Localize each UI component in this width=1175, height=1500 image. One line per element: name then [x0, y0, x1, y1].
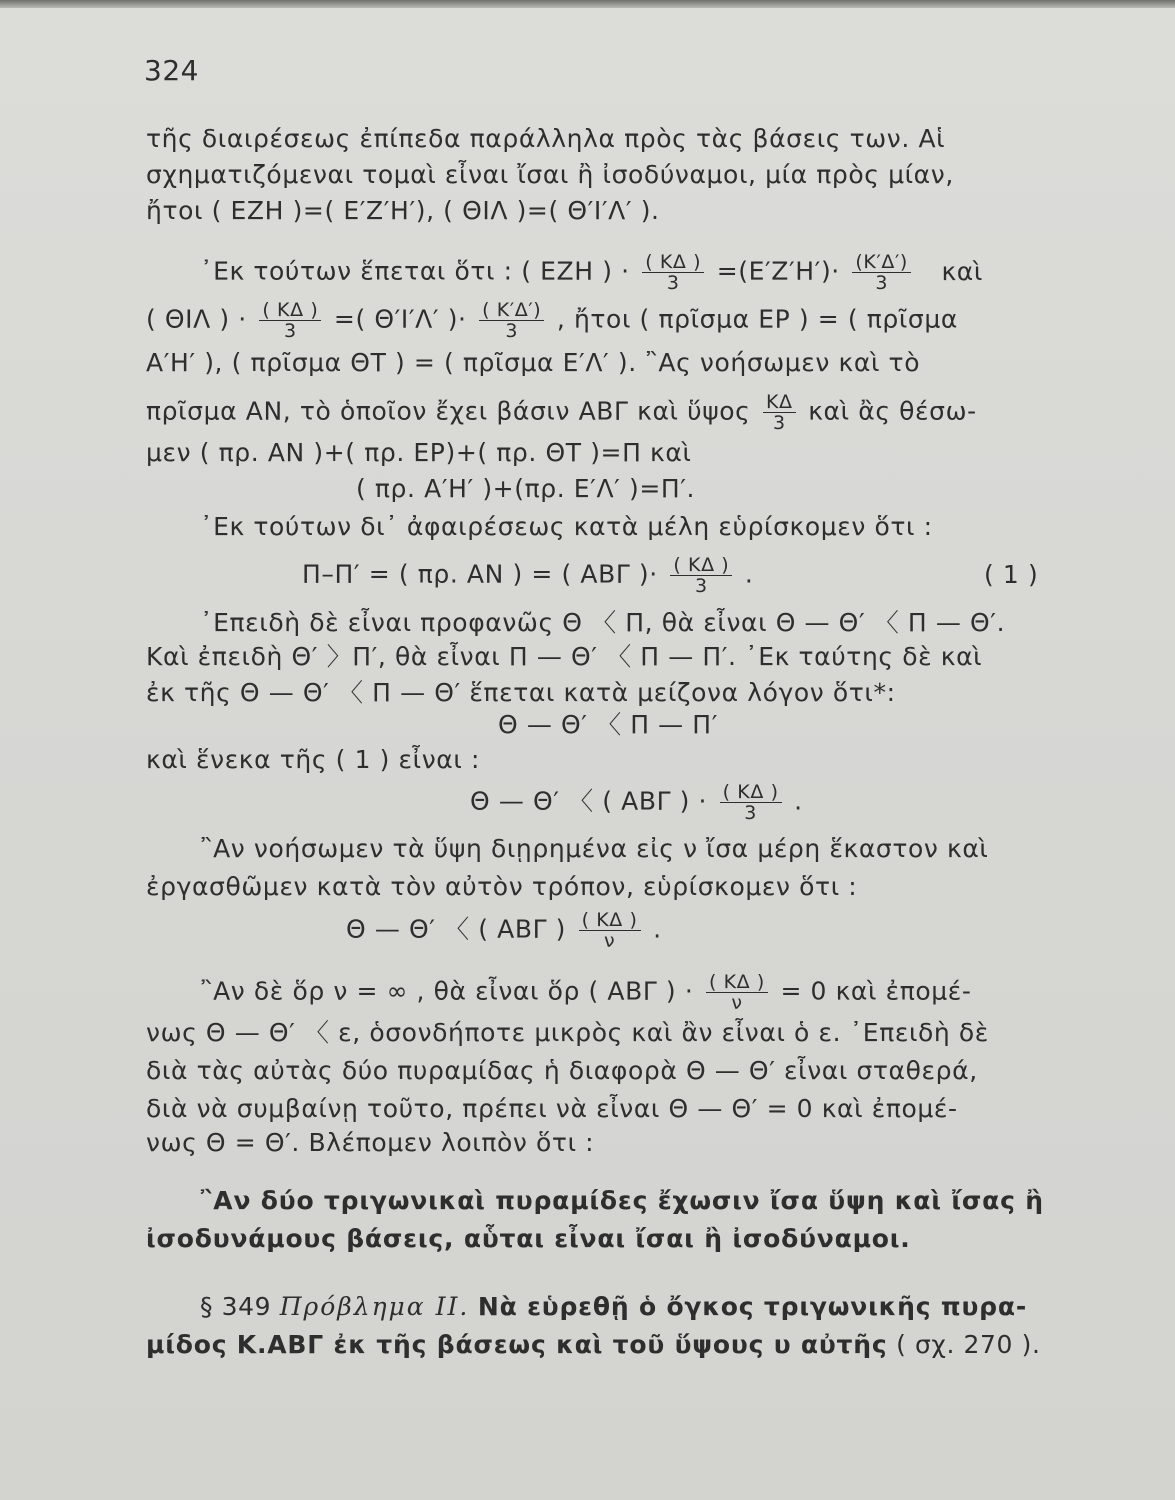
text-line: ( πρ. Α′Η′ )+(πρ. Ε′Λ′ )=Π′.	[356, 474, 696, 503]
theorem-line: ῍Αν δύο τριγωνικαὶ πυραμίδες ἔχωσιν ἴσα ὕψη καὶ ἴσας ἢ	[200, 1186, 1044, 1215]
equation: Θ — Θ′ 〈 Π — Π′	[498, 710, 718, 739]
text-line: ῍Αν δὲ ὅρ ν = ∞ , θὰ εἶναι ὅρ ( ΑΒΓ ) · $\frac{( K\Delta )}{\nu}$ = 0 καὶ ἐπομέ-	[200, 971, 972, 1014]
problem-heading: μίδος Κ.ΑΒΓ ἐκ τῆς βάσεως καὶ τοῦ ὕψους υ αὐτῆς ( σχ. 270 ).	[146, 1330, 1041, 1359]
equation: Θ — Θ′ 〈 ( ΑΒΓ ) $\frac{( K\Delta )}{\nu}$ .	[346, 909, 662, 952]
theorem-line: ἰσοδυνάμους βάσεις, αὗται εἶναι ἴσαι ἢ ἰσοδύναμοι.	[146, 1224, 911, 1253]
fraction: $\frac{(K'\Delta')}{3}$	[852, 252, 911, 293]
text-line: νως Θ — Θ′ 〈 ε, ὁσονδήποτε μικρὸς καὶ ἂν εἶναι ὁ ε. ᾿Επειδὴ δὲ	[146, 1018, 989, 1047]
text-line: ᾿Εκ τούτων δι᾿ ἀφαιρέσεως κατὰ μέλη εὑρίσκομεν ὅτι :	[200, 512, 933, 541]
fraction: $\frac{( K\Delta )}{3}$	[670, 555, 732, 596]
problem-title: Πρόβλημα ΙΙ.	[279, 1292, 470, 1321]
text-line: ἤτοι ( ΕΖΗ )=( Ε′Ζ′Η′), ( ΘΙΛ )=( Θ′Ι′Λ′ ).	[146, 196, 660, 225]
text-line: ᾿Εκ τούτων ἕπεται ὅτι : ( ΕΖΗ ) · $\frac{( K\Delta )}{3}$ =(Ε′Ζ′Η′)· $\frac{(K'\Delta')}{3}$ καὶ	[200, 251, 983, 294]
figure-reference: ( σχ. 270 ).	[896, 1330, 1041, 1359]
fraction: $\frac{( K\Delta )}{\nu}$	[579, 910, 641, 951]
fraction: $\frac{( K\Delta )}{3}$	[259, 300, 321, 341]
fraction: $\frac{( K'\Delta')}{3}$	[479, 300, 544, 341]
text-line: Α′Η′ ), ( πρῖσμα ΘΤ ) = ( πρῖσμα Ε′Λ′ ). ῍Ας νοήσωμεν καὶ τὸ	[146, 348, 921, 377]
equation: Π–Π′ = ( πρ. ΑΝ ) = ( ΑΒΓ )· $\frac{( K\Delta )}{3}$ .	[302, 554, 754, 597]
equation: Θ — Θ′ 〈 ( ΑΒΓ ) · $\frac{( K\Delta )}{3}$ .	[470, 781, 803, 824]
fraction: $\frac{( K\Delta )}{3}$	[642, 252, 704, 293]
text-line: καὶ ἕνεκα τῆς ( 1 ) εἶναι :	[146, 745, 480, 774]
text-line: μεν ( πρ. ΑΝ )+( πρ. ΕΡ)+( πρ. ΘΤ )=Π καὶ	[146, 438, 692, 467]
fraction: $\frac{( K\Delta )}{\nu}$	[706, 972, 768, 1013]
text-line: σχηματιζόμεναι τομαὶ εἶναι ἴσαι ἢ ἰσοδύναμοι, μία πρὸς μίαν,	[146, 160, 954, 189]
fraction: $\frac{( K\Delta )}{3}$	[720, 782, 782, 823]
text-line: ῍Αν νοήσωμεν τὰ ὕψη διῃρημένα εἰς ν ἴσα μέρη ἕκαστον καὶ	[200, 834, 989, 863]
text-line: διὰ τὰς αὐτὰς δύο πυραμίδας ἡ διαφορὰ Θ — Θ′ εἶναι σταθερά,	[146, 1056, 978, 1085]
text-line: ᾿Επειδὴ δὲ εἶναι προφανῶς Θ 〈 Π, θὰ εἶναι Θ — Θ′ 〈 Π — Θ′.	[200, 608, 1006, 637]
scan-edge	[0, 0, 1175, 8]
text-line: νως Θ = Θ′. Βλέπομεν λοιπὸν ὅτι :	[146, 1128, 595, 1157]
problem-heading: § 349 Πρόβλημα ΙΙ. Νὰ εὑρεθῇ ὁ ὄγκος τριγωνικῆς πυρα-	[200, 1292, 1028, 1321]
text-line: διὰ νὰ συμβαίνῃ τοῦτο, πρέπει νὰ εἶναι Θ — Θ′ = 0 καὶ ἐπομέ-	[146, 1094, 958, 1123]
text-line: ( ΘΙΛ ) · $\frac{( K\Delta )}{3}$ =( Θ′Ι′Λ′ )· $\frac{( K'\Delta')}{3}$ , ἤτοι ( πρῖσμα ΕΡ ) = ( πρῖσμα	[146, 299, 958, 342]
fraction: $\frac{K\Delta}{3}$	[763, 392, 796, 433]
text-line: ἐργασθῶμεν κατὰ τὸν αὐτὸν τρόπον, εὑρίσκομεν ὅτι :	[146, 872, 858, 901]
text-line: τῆς διαιρέσεως ἐπίπεδα παράλληλα πρὸς τὰς βάσεις των. Αἱ	[146, 124, 946, 153]
text-line: ἐκ τῆς Θ — Θ′ 〈 Π — Θ′ ἕπεται κατὰ μείζονα λόγον ὅτι*:	[146, 678, 896, 707]
text-line: Καὶ ἐπειδὴ Θ′ 〉Π′, θὰ εἶναι Π — Θ′ 〈 Π — Π′. ᾿Εκ ταύτης δὲ καὶ	[146, 642, 983, 671]
section-number: § 349	[200, 1292, 272, 1321]
text-line: πρῖσμα ΑΝ, τὸ ὁποῖον ἔχει βάσιν ΑΒΓ καὶ ὕψος $\frac{K\Delta}{3}$ καὶ ἂς θέσω-	[146, 391, 977, 434]
page-number: 324	[144, 54, 199, 87]
equation-label: ( 1 )	[984, 560, 1039, 589]
